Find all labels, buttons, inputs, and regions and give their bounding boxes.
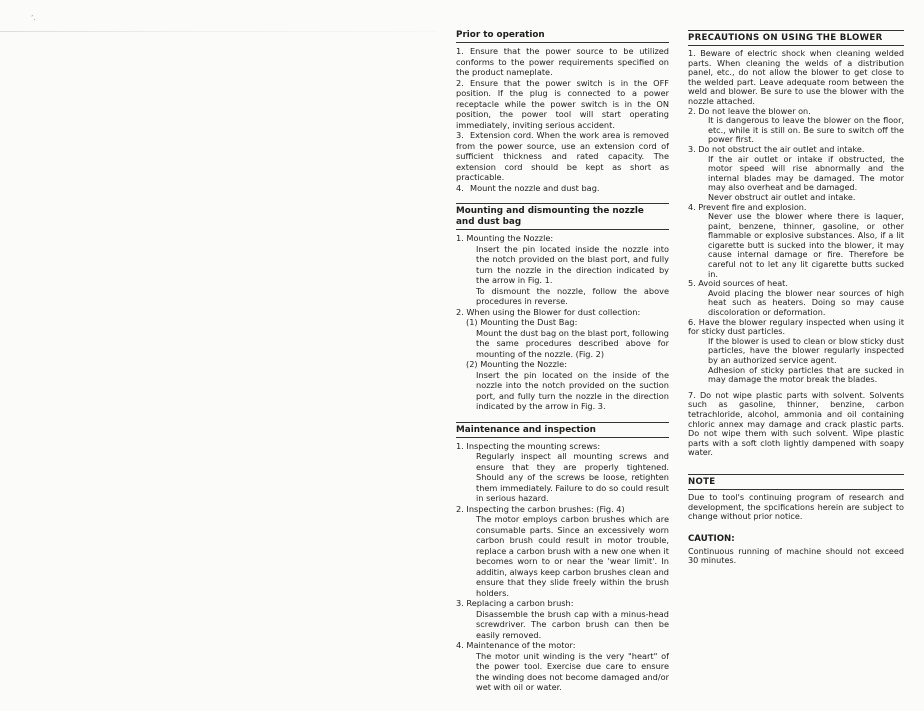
prec-item-4: 4. Prevent fire and explosion.	[688, 201, 807, 212]
maint-item-2: 2. Inspecting the carbon brushes: (Fig. 4)	[456, 503, 625, 514]
prec-para-2: It is dangerous to leave the blower on the floor, etc., while it is still on. Be sure to switch off the power first.	[708, 115, 904, 145]
maintenance-heading: Maintenance and inspection	[456, 422, 669, 438]
mounting-sub-2: (2) Mounting the Nozzle:	[466, 359, 567, 369]
mounting-para-1: Insert the pin located inside the nozzle into the notch provided on the blast port, and fully turn the nozzle in the direction indicated by the arrow in Fig. 1.	[476, 243, 669, 285]
left-column	[456, 30, 669, 703]
prec-item-3: 3. Do not obstruct the air outlet and intake.	[688, 143, 865, 154]
prior-item-4	[456, 183, 669, 194]
scan-mark: ’․	[31, 14, 36, 22]
prec-para-6: If the blower is used to clean or blow sticky dust particles, have the blower regularly inspected by an authorized service agent.	[708, 335, 904, 365]
mounting-para-2: To dismount the nozzle, follow the above procedures in reverse.	[476, 285, 669, 306]
precautions-section	[688, 30, 904, 458]
caution-heading: CAUTION:	[688, 533, 735, 544]
mounting-sub-1: (1) Mounting the Dust Bag:	[466, 317, 578, 327]
right-column	[688, 30, 904, 576]
maint-item-4: 4. Maintenance of the motor:	[456, 640, 576, 650]
prec-item-5: 5. Avoid sources of heat.	[688, 278, 788, 289]
maint-para-4: The motor unit winding is the very "heart" of the power tool. Exercise due care to ensure the winding does not become damaged and/or wet with oil or water.	[476, 650, 669, 692]
prior-num-2: 2.	[456, 77, 464, 88]
caution-text: Continuous running of machine should not exceed 30 minutes.	[688, 545, 904, 566]
prec-para-3: If the air outlet or intake if obstructed, the motor speed will rise abnormally and the internal blades may be damaged. The motor may also overheat and be damaged.	[708, 153, 904, 193]
prior-num-1: 1.	[456, 46, 464, 56]
maint-item-1: 1. Inspecting the mounting screws:	[456, 440, 601, 451]
prior-text-1: Ensure that the power source to be utilized conforms to the power requirements specified on the product nameplate.	[456, 46, 669, 77]
mounting-item-2: 2. When using the Blower for dust collection:	[456, 306, 641, 317]
prec-para-4: Never use the blower where there is laquer, paint, benzene, thinner, gasoline, or other flammable or explosive substances. Also, if a lit cigarette butt is sucked into the blower, it may cause internal damage or fire. Therefore be careful not to let any lit cigarette butts sucked in.	[708, 211, 904, 279]
mounting-heading-line2: and dust bag	[456, 217, 522, 227]
prior-num-3: 3.	[456, 130, 464, 140]
mounting-para-3: Mount the dust bag on the blast port, following the same procedures described above for mounting of the nozzle. (Fig. 2)	[476, 327, 669, 359]
maintenance-section	[456, 422, 669, 693]
prior-section	[456, 30, 669, 193]
prec-para-3b: Never obstruct air outlet and intake.	[708, 191, 856, 202]
mounting-section	[456, 203, 669, 412]
prec-item-7: 7. Do not wipe plastic parts with solvent. Solvents such as gasoline, thinner, benzine, carbon tetrachloride, alcohol, ammonia and oil containing chloric annex may damage and crack plastic parts. Do not wipe them with such solvent. Wipe plastic parts with a soft cloth lightly dampened with soapy water.	[688, 389, 904, 458]
mounting-item-1: 1. Mounting the Nozzle:	[456, 233, 554, 243]
note-heading: NOTE	[688, 474, 904, 490]
prec-para-5: Avoid placing the blower near sources of high heat such as heaters. Doing so may cause discoloration or deformation.	[708, 287, 904, 318]
maint-para-1: Regularly inspect all mounting screws and ensure that they are properly tightened. Should any of the screws be loose, retighten them immediately. Failure to do so could result in serious hazard.	[476, 451, 669, 503]
precautions-heading: PRECAUTIONS ON USING THE BLOWER	[688, 30, 904, 46]
mounting-para-4: Insert the pin located on the inside of the nozzle into the notch provided on the suction port, and fully turn the nozzle in the direction indicated by the arrow in Fig. 3.	[476, 369, 669, 411]
prior-item-3	[456, 130, 669, 183]
maint-para-3: Disassemble the brush cap with a minus-head screwdriver. The carbon brush can then be easily removed.	[476, 608, 669, 640]
prior-text-3: Extension cord. When the work area is removed from the power source, use an extension cord of sufficient thickness and rated capacity. The extension cord should be kept as short as practicable.	[456, 130, 669, 182]
maint-item-3: 3. Replacing a carbon brush:	[456, 598, 574, 608]
prior-text-2: Ensure that the power switch is in the OFF position. If the plug is connected to a power receptacle while the power switch is in the ON position, the power tool will start operating immediately, inviting serious accident.	[456, 77, 669, 130]
prec-item-2: 2. Do not leave the blower on.	[688, 105, 811, 116]
prior-item-2	[456, 78, 669, 131]
prec-item-6: 6. Have the blower regulary inspected when using it for sticky dust particles.	[688, 316, 904, 337]
note-text: Due to tool's continuing program of research and development, the spcifications herein are subject to change without prior notice.	[688, 491, 904, 522]
scan-rule	[0, 31, 436, 32]
mounting-heading-line1: Mounting and dismounting the nozzle	[456, 206, 644, 216]
prec-item-1: 1. Beware of electric shock when cleaning welded parts. When cleaning the welds of a distribution panel, etc., do not allow the blower to get close to the welded part. Leave adequate room between the weld and blower. Be sure to use the blower with the nozzle attached.	[688, 48, 904, 106]
note-section	[688, 474, 904, 522]
maint-para-2: The motor employs carbon brushes which are consumable parts. Since an excessively worn carbon brush could result in motor trouble, replace a carbon brush with a new one when it becomes worn to or near the 'wear limit'. In additin, always keep carbon brushes clean and ensure that they slide freely within the brush holders.	[476, 514, 669, 598]
caution-section	[688, 534, 904, 566]
prec-para-6b: Adhesion of sticky particles that are sucked in may damage the motor break the blades.	[708, 364, 904, 385]
prior-text-4: Mount the nozzle and dust bag.	[470, 182, 600, 193]
prior-item-1	[456, 46, 669, 78]
prior-num-4: 4.	[456, 182, 464, 193]
prior-heading: Prior to operation	[456, 30, 669, 43]
mounting-heading	[456, 203, 669, 230]
